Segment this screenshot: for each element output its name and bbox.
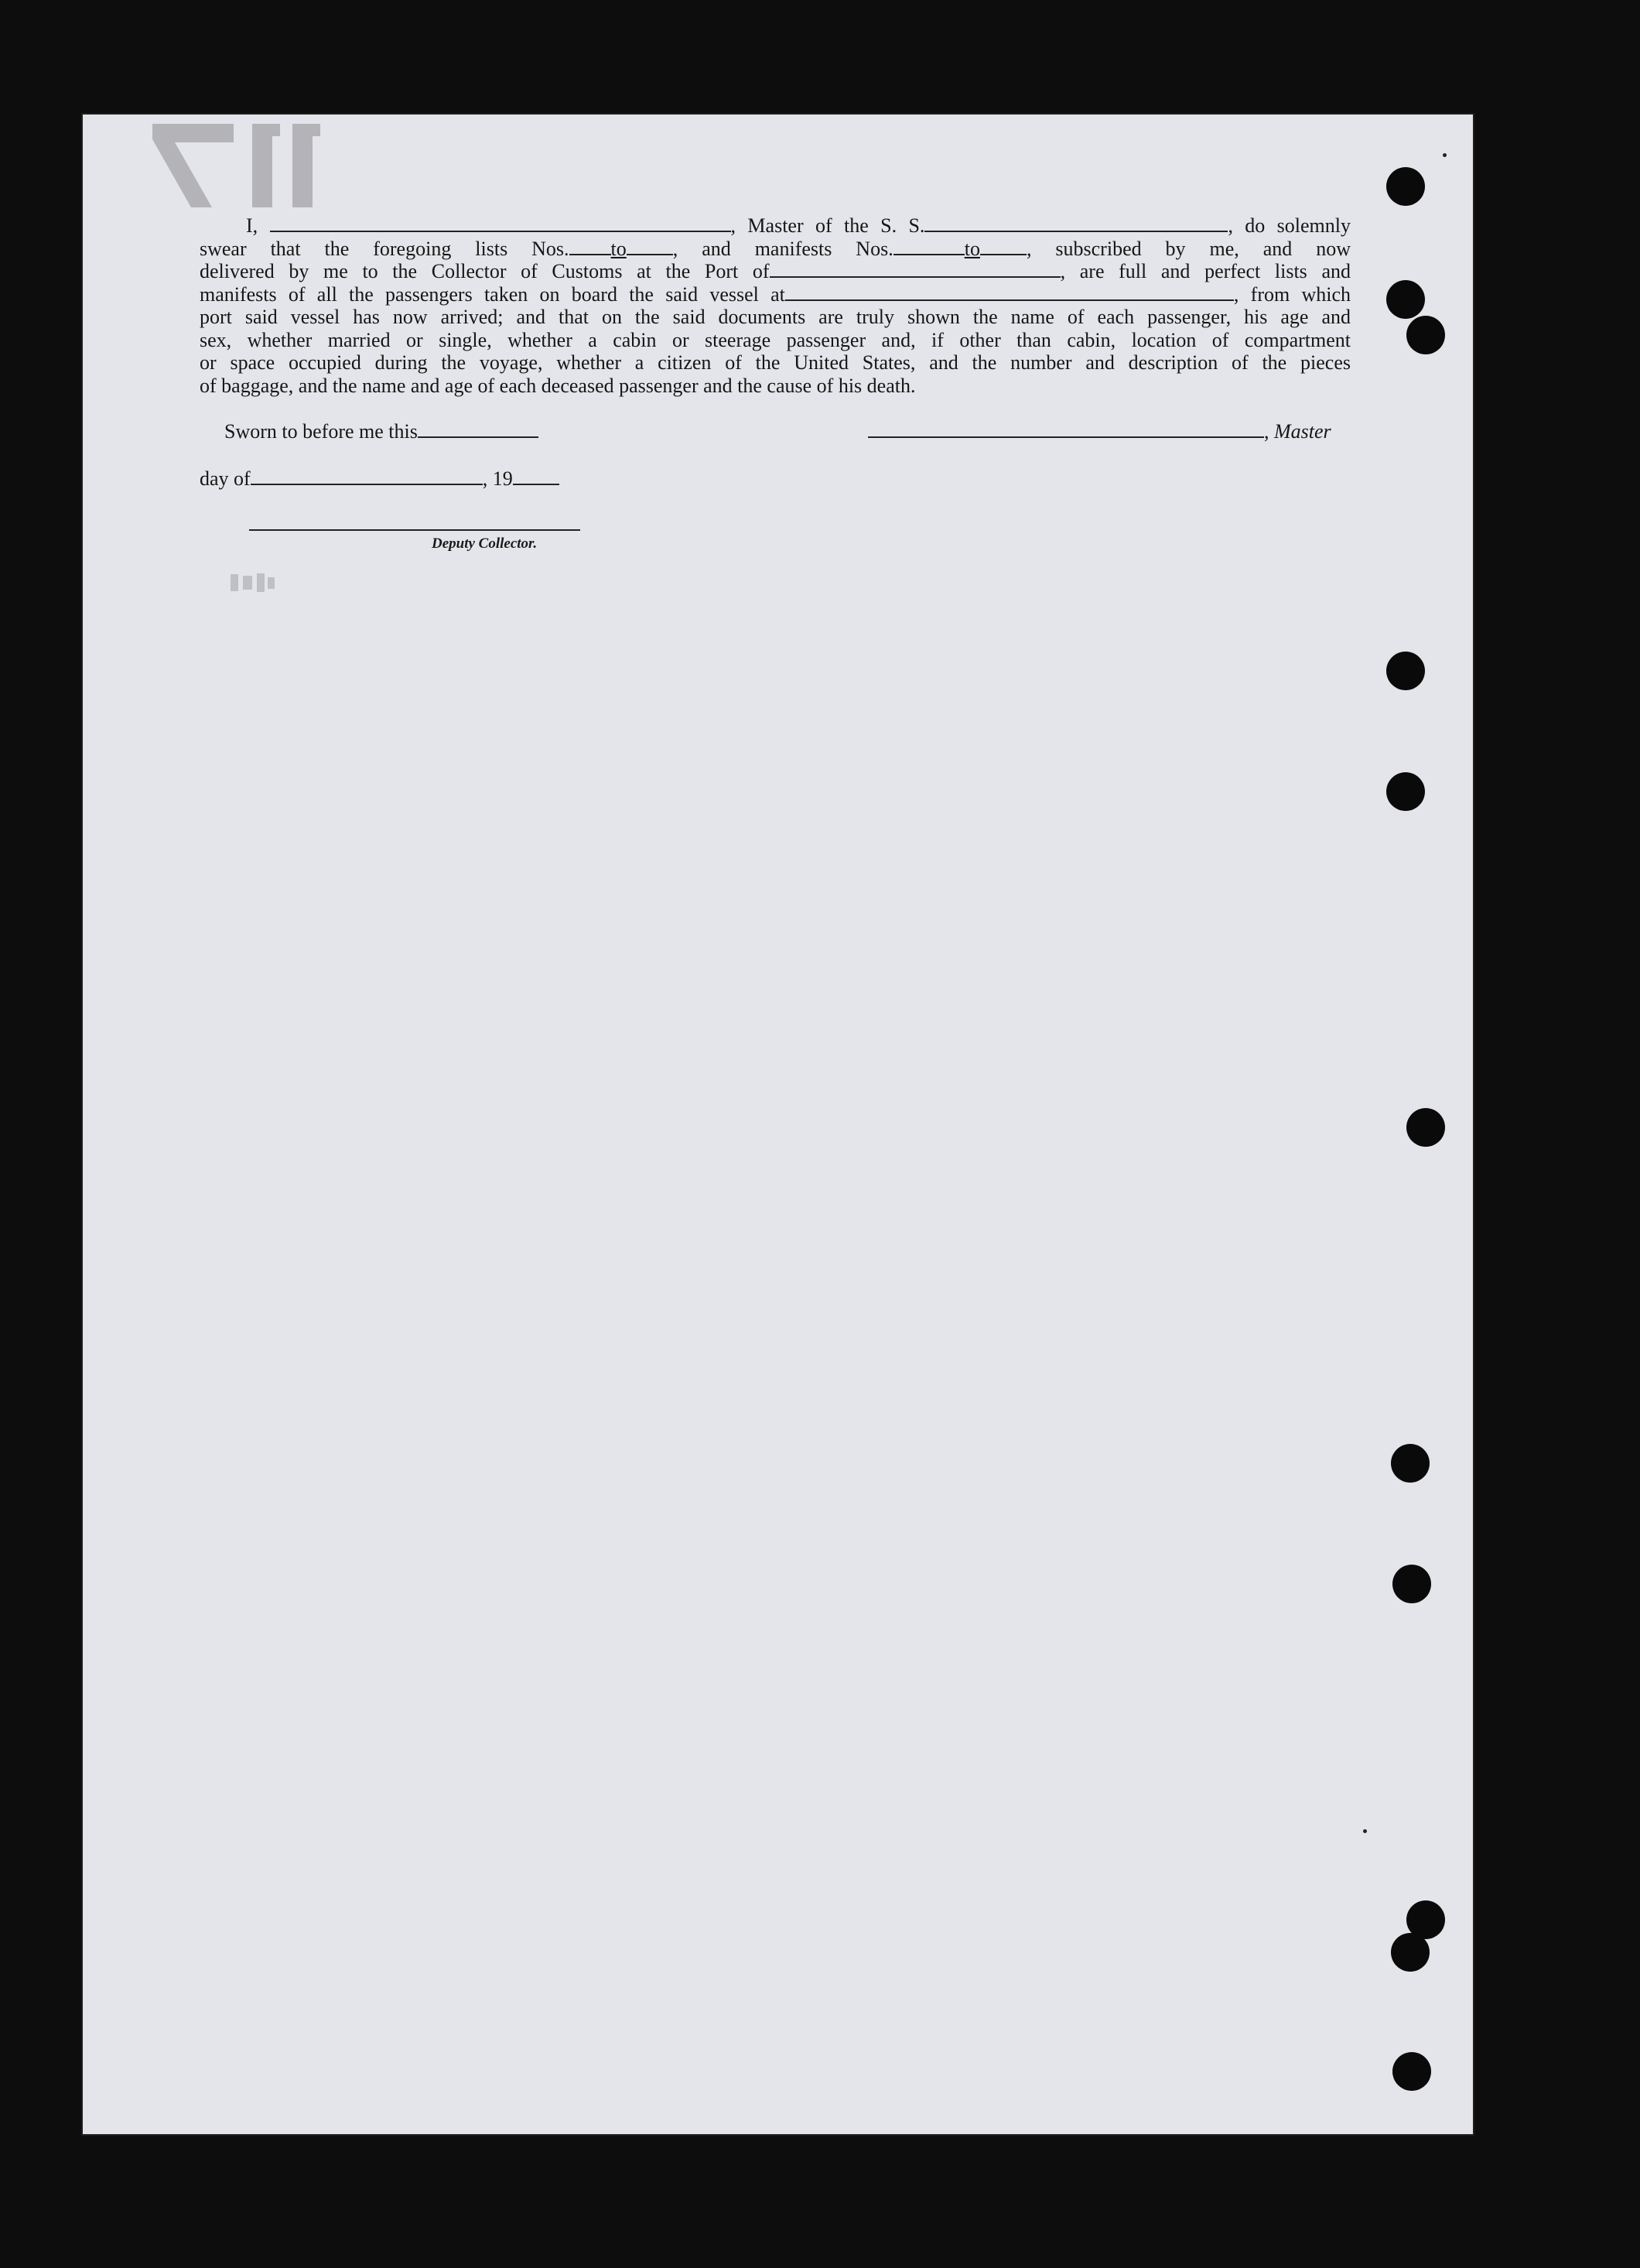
dust-speck: [1443, 153, 1447, 157]
oath-line-3: delivered by me to the Collector of Customs at the Port of , are full and perfect lists and: [200, 260, 1351, 282]
month-blank: [251, 470, 483, 485]
deputy-signature-line: [249, 529, 580, 531]
faint-stamp-smudge: [229, 571, 277, 594]
punch-hole-10: [1391, 1933, 1430, 1972]
port-blank: [770, 262, 1061, 278]
deputy-collector-label: Deputy Collector.: [432, 535, 538, 552]
dust-speck: [1363, 1829, 1367, 1833]
punch-hole-11: [1392, 2052, 1431, 2091]
list-to-blank: [627, 240, 673, 255]
master-signature-blank: [868, 422, 1264, 438]
oath-line-6: sex, whether married or single, whether a cabin or steerage passenger and, if other than cabin, location of compartment: [200, 328, 1351, 351]
departure-port-blank: [785, 286, 1234, 301]
punch-hole-3: [1406, 316, 1445, 354]
oath-line-1: I, , Master of the S. S. , do solemnly: [246, 214, 1351, 237]
master-name-blank: [270, 217, 731, 232]
manifest-to-blank: [980, 240, 1027, 255]
punch-hole-6: [1406, 1108, 1445, 1147]
punch-hole-4: [1386, 652, 1425, 690]
ship-name-blank: [924, 217, 1228, 232]
day-of-row: day of , 19: [200, 467, 559, 491]
oath-line-2: swear that the foregoing lists Nos. to , and manifests Nos. to , subscribed by me, and now: [200, 237, 1351, 260]
oath-line-7: or space occupied during the voyage, whether a citizen of the United States, and the number and description of the pieces: [200, 351, 1351, 374]
list-from-blank: [569, 240, 611, 255]
punch-hole-7: [1391, 1444, 1430, 1483]
master-signature-row: , Master: [868, 420, 1331, 443]
sworn-row: Sworn to before me this: [224, 420, 538, 443]
year-blank: [513, 470, 559, 485]
sworn-day-blank: [418, 422, 538, 438]
oath-line-4: manifests of all the passengers taken on board the said vessel at , from which: [200, 282, 1351, 306]
oath-line-5: port said vessel has now arrived; and that on the said documents are truly shown the name of each passenger, his age and: [200, 306, 1351, 328]
punch-hole-2: [1386, 280, 1425, 319]
punch-hole-5: [1386, 772, 1425, 811]
oath-line-8: of baggage, and the name and age of each deceased passenger and the cause of his death.: [200, 374, 916, 397]
punch-hole-1: [1386, 167, 1425, 206]
punch-hole-8: [1392, 1565, 1431, 1603]
manifest-page: [83, 115, 1473, 2134]
master-oath-paragraph: [200, 214, 1351, 397]
manifest-from-blank: [893, 240, 965, 255]
